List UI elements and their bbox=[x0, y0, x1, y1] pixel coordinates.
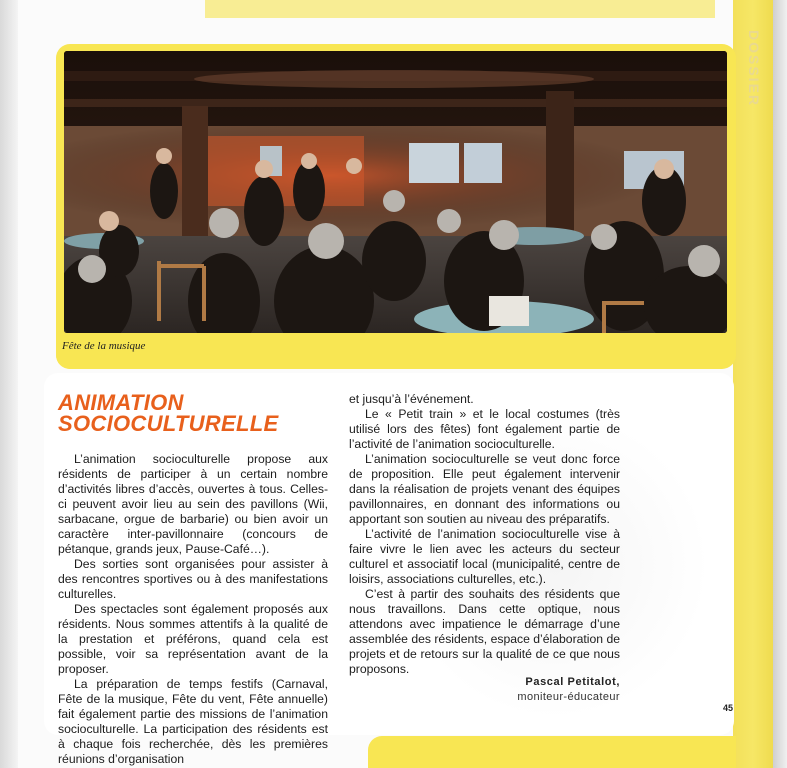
paragraph: La préparation de temps festifs (Carnaval, Fête de la musique, Fête du vent, Fête annuelle) fait également partie des missions de l’animation socioculturelle. La participation des résidents est à chaque fois recherchée, dès les premières réunions d’organisation bbox=[58, 677, 328, 766]
paragraph: L’animation socioculturelle propose aux résidents de participer à un certain nombre d’activités libres d’accès, ouvertes à tous. Celles-ci peuvent avoir lieu au sein des pavillons (Wii, sarbacane, orgue de barbarie) ou bien avoir un caractère inter-pavillonnaire (concours de pétanque, grands jeux, Pause-Café…). bbox=[58, 452, 328, 556]
article-column-left bbox=[58, 452, 328, 767]
author-name: Pascal Petitalot, bbox=[525, 676, 620, 688]
section-label bbox=[738, 30, 768, 150]
paragraph: Des sorties sont organisées pour assister à des rencontres sportives ou à des manifestations culturelles. bbox=[58, 557, 328, 601]
article-column-right bbox=[349, 392, 620, 677]
paragraph-continuation: et jusqu’à l’événement. bbox=[349, 392, 474, 406]
paragraph: Le « Petit train » et le local costumes (très utilisé lors des fêtes) font également partie de l’activité de l’animation socioculturelle. bbox=[349, 407, 620, 451]
headline-line-1: ANIMATION bbox=[58, 390, 184, 415]
event-photo bbox=[64, 51, 727, 333]
bottom-yellow-band bbox=[368, 736, 736, 768]
page-edge bbox=[773, 0, 787, 768]
paragraph: C’est à partir des souhaits des résidents que nous travaillons. Dans cette optique, nous attendons avec impatience le démarrage d’une assemblée des résidents, espace d’élaboration de projets et de retours sur la qualité de ce que nous proposons. bbox=[349, 587, 621, 676]
paragraph: L’activité de l’animation socioculturelle vise à faire vivre le lien avec les acteurs du secteur culturel et associatif local (municipalité, centre de loisirs, associations culturelles, etc.). bbox=[349, 527, 620, 586]
page-number: 45 bbox=[723, 703, 734, 713]
photo-caption: Fête de la musique bbox=[62, 340, 146, 352]
section-label-text: DOSSIER bbox=[746, 30, 762, 108]
author-role: moniteur-éducateur bbox=[517, 691, 620, 703]
photo-music-party-icon bbox=[64, 51, 727, 333]
page-gutter-shadow bbox=[0, 0, 18, 768]
headline-line-2: SOCIOCULTURELLE bbox=[58, 411, 279, 436]
paragraph: L’animation socioculturelle se veut donc force de proposition. Elle peut également intervenir dans la réalisation de projets venant des équipes pavillonnaires, en donnant des informations ou apportant son soutien au niveau des préparatifs. bbox=[349, 452, 620, 526]
top-yellow-band bbox=[205, 0, 715, 18]
paragraph: Des spectacles sont également proposés aux résidents. Nous sommes attentifs à la qualité de la prestation et préférons, quand cela est possible, voir sa représentation avant de la proposer. bbox=[58, 602, 328, 676]
article-headline bbox=[58, 392, 338, 434]
